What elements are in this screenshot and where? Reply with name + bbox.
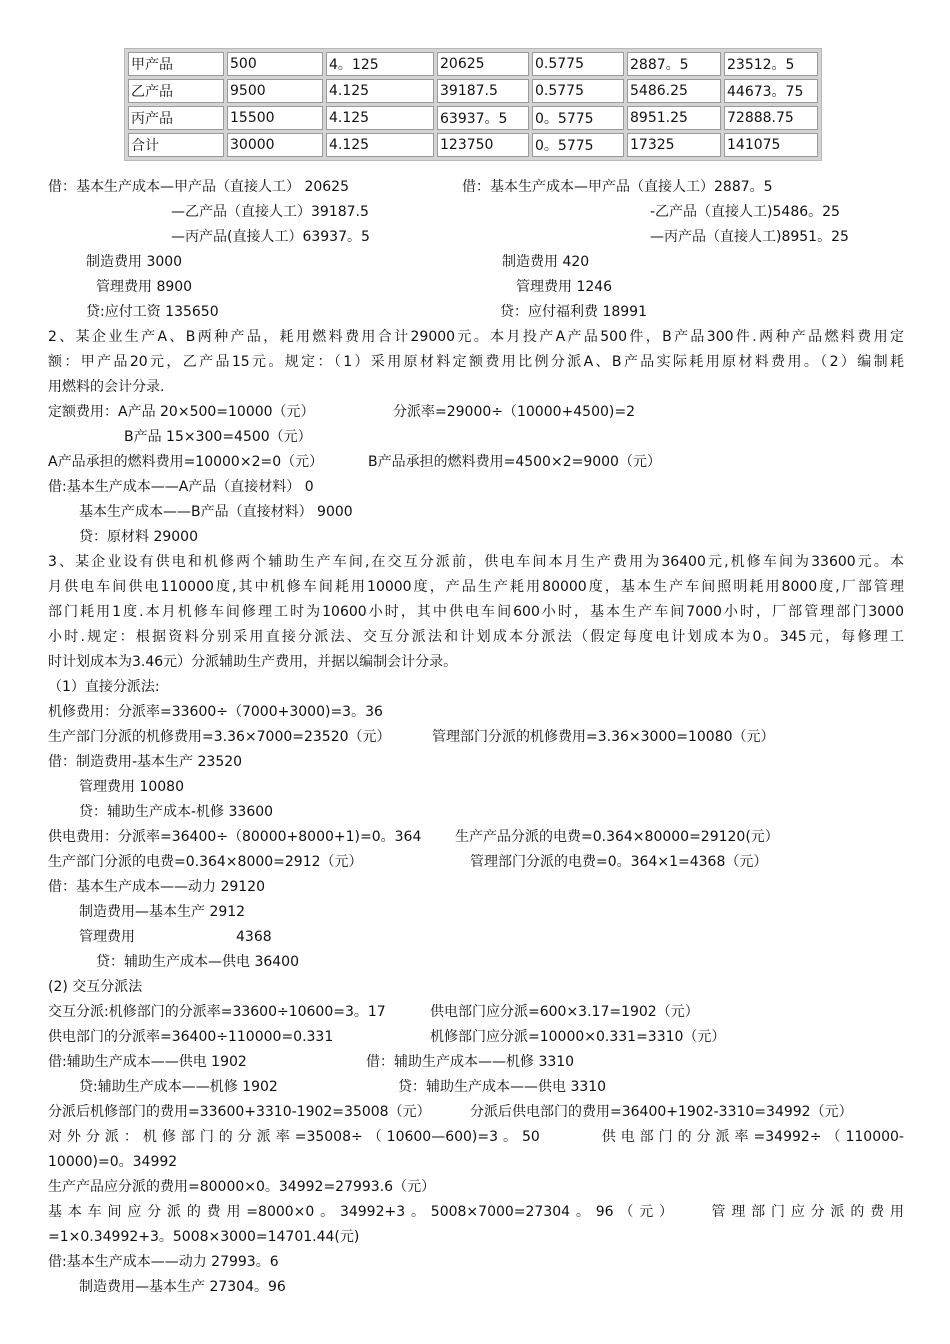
table-cell: 4.125 — [326, 79, 434, 103]
text-line: 基本车间应分派的费用=8000×0。34992+3。5008×7000=27304。96（元） 管理部门应分派的费用 — [48, 1204, 904, 1220]
problem-2-text: 用燃料的会计分录. — [48, 379, 165, 395]
text-line: B产品 15×300=4500（元） — [124, 429, 312, 445]
text-line: 机修费用：分派率=33600÷（7000+3000)=3。36 — [48, 704, 383, 720]
text-line: （1）直接分派法: — [48, 679, 160, 695]
text-line: 借:辅助生产成本——供电 1902 — [48, 1054, 247, 1070]
table-row — [128, 133, 818, 157]
text-line: 分派后机修部门的费用=33600+3310-1902=35008（元） — [48, 1104, 431, 1120]
table-cell: 15500 — [227, 106, 323, 130]
text-line: 供电费用：分派率=36400÷（80000+8000+1)=0。364 — [48, 829, 422, 845]
text-line: —丙产品(直接人工）63937。5 — [171, 229, 370, 245]
text-line: 供电部门的分派率=36400÷110000=0.331 — [48, 1029, 334, 1045]
text-line: 制造费用—基本生产 27304。96 — [79, 1279, 286, 1295]
text-line: 生产部门分派的机修费用=3.36×7000=23520（元） — [48, 729, 391, 745]
table-cell: 丙产品 — [128, 106, 224, 130]
text-line: 管理费用 10080 — [79, 779, 184, 795]
text-line: 管理部门分派的电费=0。364×1=4368（元） — [470, 854, 768, 870]
text-line: 借：基本生产成本——动力 29120 — [48, 879, 265, 895]
table-cell: 500 — [227, 52, 323, 76]
table-cell: 0.5775 — [532, 79, 624, 103]
table-cell: 5486.25 — [627, 79, 721, 103]
text-line: 借：基本生产成本—甲产品（直接人工）2887。5 — [462, 179, 773, 195]
table-cell: 4.125 — [326, 133, 434, 157]
text-line: 分派率=29000÷（10000+4500)=2 — [393, 404, 635, 420]
text-line: —丙产品（直接人工)8951。25 — [650, 229, 849, 245]
text-line: 贷:辅助生产成本——机修 1902 — [79, 1079, 278, 1095]
text-line: 生产部门分派的电费=0.364×8000=2912（元） — [48, 854, 363, 870]
text-line: 管理费用 — [79, 929, 135, 945]
table-cell: 39187.5 — [437, 79, 529, 103]
table-cell: 17325 — [627, 133, 721, 157]
table-row — [128, 79, 818, 103]
table-cell: 72888.75 — [724, 106, 818, 130]
table-cell: 0。5775 — [532, 133, 624, 157]
text-line: 10000)=0。34992 — [48, 1154, 178, 1170]
table-cell: 23512。5 — [724, 52, 818, 76]
problem-3-text: 部门耗用1度.本月机修车间修理工时为10600小时，其中供电车间600小时，基本生产车间7000小时，厂部管理部门3000 — [48, 604, 904, 620]
text-line: 对外分派：机修部门的分派率=35008÷（10600—600)=3。50 供电部门的分派率=34992÷（110000- — [48, 1129, 904, 1145]
table-cell: 4。125 — [326, 52, 434, 76]
text-line: 基本生产成本——B产品（直接材料） 9000 — [79, 504, 353, 520]
text-line: —乙产品（直接人工）39187.5 — [171, 204, 369, 220]
problem-2-text: 2、某企业生产A、B两种产品，耗用燃料费用合计29000元。本月投产A产品500件，B产品300件.两种产品燃料费用定 — [48, 329, 904, 345]
table-cell: 甲产品 — [128, 52, 224, 76]
text-line: B产品承担的燃料费用=4500×2=9000（元） — [368, 454, 661, 470]
problem-2-text: 额：甲产品20元，乙产品15元。规定：（1）采用原材料定额费用比例分派A、B产品实际耗用原材料费用。（2）编制耗 — [48, 354, 904, 370]
table-cell: 乙产品 — [128, 79, 224, 103]
text-line: 供电部门应分派=600×3.17=1902（元） — [430, 1004, 699, 1020]
text-line: 贷：辅助生产成本—供电 36400 — [96, 954, 299, 970]
table-row — [128, 52, 818, 76]
text-line: 制造费用—基本生产 2912 — [79, 904, 246, 920]
text-line: 管理费用 8900 — [96, 279, 193, 295]
text-line: 生产产品应分派的费用=80000×0。34992=27993.6（元） — [48, 1179, 436, 1195]
table-row — [128, 106, 818, 130]
table-cell: 141075 — [724, 133, 818, 157]
text-line: =1×0.34992+3。5008×3000=14701.44(元) — [48, 1229, 360, 1245]
text-line: 贷:应付工资 135650 — [86, 304, 219, 320]
problem-3-text: 月供电车间供电110000度,其中机修车间耗用10000度，产品生产耗用80000度，基本生产车间照明耗用8000度,厂部管理 — [48, 579, 904, 595]
text-line: 生产产品分派的电费=0.364×80000=29120(元） — [455, 829, 779, 845]
text-line: 借：制造费用-基本生产 23520 — [48, 754, 243, 770]
text-line: 机修部门应分派=10000×0.331=3310（元） — [430, 1029, 726, 1045]
table-cell: 2887。5 — [627, 52, 721, 76]
text-line: 交互分派:机修部门的分派率=33600÷10600=3。17 — [48, 1004, 386, 1020]
text-line: 制造费用 420 — [502, 254, 590, 270]
table-cell: 0。5775 — [532, 106, 624, 130]
text-line: 贷：原材料 29000 — [79, 529, 198, 545]
text-line: 借：辅助生产成本——机修 3310 — [366, 1054, 575, 1070]
text-line: 贷：辅助生产成本-机修 33600 — [79, 804, 274, 820]
allocation-table — [124, 48, 822, 161]
table-cell: 20625 — [437, 52, 529, 76]
text-line: 借：基本生产成本—甲产品（直接人工） 20625 — [48, 179, 349, 195]
table-cell: 0.5775 — [532, 52, 624, 76]
table-cell: 44673。75 — [724, 79, 818, 103]
table-cell: 9500 — [227, 79, 323, 103]
text-line: 分派后供电部门的费用=36400+1902-3310=34992（元） — [470, 1104, 853, 1120]
text-line: 借:基本生产成本——A产品（直接材料） 0 — [48, 479, 314, 495]
table-cell: 4.125 — [326, 106, 434, 130]
text-line: 管理费用 1246 — [516, 279, 613, 295]
text-line: 借:基本生产成本——动力 27993。6 — [48, 1254, 279, 1270]
text-line: 贷：应付福利费 18991 — [500, 304, 647, 320]
text-line: 4368 — [236, 929, 272, 945]
problem-3-text: 3、某企业设有供电和机修两个辅助生产车间,在交互分派前，供电车间本月生产费用为36400元,机修车间为33600元。本 — [48, 554, 904, 570]
text-line: 贷：辅助生产成本——供电 3310 — [398, 1079, 607, 1095]
text-line: A产品承担的燃料费用=10000×2=0（元） — [48, 454, 324, 470]
text-line: 定额费用：A产品 20×500=10000（元） — [48, 404, 315, 420]
table-cell: 30000 — [227, 133, 323, 157]
problem-3-text: 小时.规定：根据资料分别采用直接分派法、交互分派法和计划成本分派法（假定每度电计划成本为0。345元，每修理工 — [48, 629, 904, 645]
text-line: 管理部门分派的机修费用=3.36×3000=10080（元） — [432, 729, 775, 745]
table-cell: 123750 — [437, 133, 529, 157]
table-cell: 63937。5 — [437, 106, 529, 130]
table-cell: 合计 — [128, 133, 224, 157]
text-line: (2) 交互分派法 — [48, 979, 143, 995]
text-line: -乙产品（直接人工)5486。25 — [650, 204, 840, 220]
problem-3-text: 时计划成本为3.46元）分派辅助生产费用，并据以编制会计分录。 — [48, 654, 458, 670]
table-cell: 8951.25 — [627, 106, 721, 130]
text-line: 制造费用 3000 — [86, 254, 183, 270]
